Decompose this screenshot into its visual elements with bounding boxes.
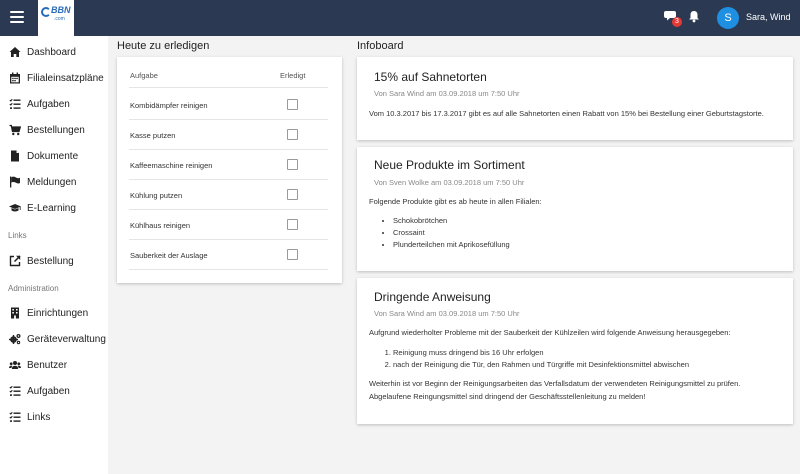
logo-mark	[41, 7, 51, 17]
info-post-title: Dringende Anweisung	[374, 290, 491, 304]
task-done-checkbox[interactable]	[287, 159, 298, 170]
info-post-title: 15% auf Sahnetorten	[374, 70, 487, 84]
sidebar-item-label: Benutzer	[27, 360, 68, 371]
sidebar-item-einrichtungen[interactable]	[0, 303, 108, 325]
sidebar-item-label: Geräteverwaltung	[27, 334, 106, 345]
sidebar-item-aufgaben[interactable]	[0, 94, 108, 116]
user-name[interactable]: Sara, Wind	[746, 12, 791, 22]
task-done-checkbox[interactable]	[287, 189, 298, 200]
logo-text: BBN	[51, 5, 71, 15]
sidebar	[0, 36, 108, 474]
task-done-checkbox[interactable]	[287, 129, 298, 140]
task-row	[129, 120, 328, 150]
document-icon	[9, 150, 21, 162]
sidebar-item-label: Bestellungen	[27, 125, 85, 136]
sidebar-item-filialeinsatzplaene[interactable]	[0, 68, 108, 90]
calendar-icon	[9, 72, 21, 84]
sidebar-item-label: Links	[27, 412, 51, 423]
tasks-divider	[129, 87, 328, 88]
info-post-footer: Abgelaufene Reingungsmittel sind dringend der Geschäftsstellenleitung zu melden!	[369, 392, 646, 401]
sidebar-item-label: Bestellung	[27, 256, 74, 267]
task-label: Kombidämpfer reinigen	[130, 101, 208, 110]
logo[interactable]	[38, 0, 74, 36]
sidebar-item-label: Filialeinsatzpläne	[27, 73, 104, 84]
sidebar-item-label: Aufgaben	[27, 99, 70, 110]
external-link-icon	[9, 255, 21, 267]
task-row	[129, 210, 328, 240]
task-label: Sauberkeit der Auslage	[130, 251, 208, 260]
task-row	[129, 90, 328, 120]
cart-icon	[9, 124, 21, 136]
sidebar-item-dokumente[interactable]	[0, 146, 108, 168]
sidebar-item-label: Einrichtungen	[27, 308, 89, 319]
top-bar	[0, 0, 800, 36]
info-post	[357, 147, 793, 271]
sidebar-item-e-learning[interactable]	[0, 198, 108, 220]
sidebar-item-dashboard[interactable]	[0, 42, 108, 64]
users-icon	[9, 359, 21, 371]
info-post-meta: Von Sara Wind am 03.09.2018 um 7:50 Uhr	[374, 309, 520, 318]
building-icon	[9, 307, 21, 319]
info-post-steps	[383, 347, 689, 371]
info-post-step: 1. Reinigung muss dringend bis 16 Uhr erfolgen	[393, 347, 689, 359]
info-post-text: Folgende Produkte gibt es ab heute in allen Filialen:	[369, 197, 542, 206]
sidebar-section-links: Links	[8, 231, 27, 240]
sidebar-item-label: E-Learning	[27, 203, 76, 214]
tasks-col-done: Erledigt	[280, 71, 306, 80]
avatar[interactable]: S	[717, 7, 739, 29]
tasks-icon	[9, 385, 21, 397]
tasks-card	[117, 57, 342, 283]
info-post-meta: Von Sven Wolke am 03.09.2018 um 7:50 Uhr	[374, 178, 525, 187]
tasks-col-task: Aufgabe	[130, 71, 158, 80]
sidebar-item-meldungen[interactable]	[0, 172, 108, 194]
info-post	[357, 57, 793, 140]
task-label: Kühlhaus reinigen	[130, 221, 191, 230]
menu-icon[interactable]	[10, 11, 24, 23]
cogs-icon	[9, 333, 21, 345]
home-icon	[9, 46, 21, 58]
bell-icon[interactable]	[688, 10, 700, 23]
sidebar-item-geraeteverwaltung[interactable]	[0, 329, 108, 351]
task-label: Kasse putzen	[130, 131, 176, 140]
sidebar-item-links[interactable]	[0, 407, 108, 429]
tasks-title: Heute zu erledigen	[117, 40, 210, 52]
info-post-footer: Weiterhin ist vor Beginn der Reinigungsarbeiten das Verfallsdatum der verwendeten Reinigungsmittel zu prüfen.	[369, 379, 741, 388]
task-row	[129, 240, 328, 270]
sidebar-item-bestellung[interactable]	[0, 251, 108, 273]
flag-icon	[9, 176, 21, 188]
sidebar-item-bestellungen[interactable]	[0, 120, 108, 142]
tasks-icon	[9, 411, 21, 423]
info-post-text: Aufgrund wiederholter Probleme mit der Sauberkeit der Kühlzeilen wird folgende Anweisung herausgegeben:	[369, 328, 731, 337]
infoboard-title: Infoboard	[357, 40, 404, 52]
info-post-bullets	[383, 215, 510, 251]
chat-badge: 3	[672, 17, 682, 27]
task-label: Kühlung putzen	[130, 191, 183, 200]
task-done-checkbox[interactable]	[287, 249, 298, 260]
info-post-meta: Von Sara Wind am 03.09.2018 um 7:50 Uhr	[374, 89, 520, 98]
task-done-checkbox[interactable]	[287, 99, 298, 110]
task-label: Kaffeemaschine reinigen	[130, 161, 213, 170]
sidebar-item-label: Aufgaben	[27, 386, 70, 397]
info-post	[357, 278, 793, 424]
sidebar-section-administration: Administration	[8, 284, 59, 293]
info-post-step: 2. nach der Reinigung die Tür, den Rahmen und Türgriffe mit Desinfektionsmittel abwischen	[393, 359, 689, 371]
info-post-title: Neue Produkte im Sortiment	[374, 158, 525, 172]
sidebar-item-benutzer[interactable]	[0, 355, 108, 377]
graduation-cap-icon	[9, 202, 21, 214]
sidebar-item-label: Meldungen	[27, 177, 77, 188]
tasks-icon	[9, 98, 21, 110]
sidebar-item-label: Dashboard	[27, 47, 76, 58]
info-post-bullet: • Plunderteilchen mit Aprikosefüllung	[393, 239, 510, 251]
info-post-bullet: • Schokobrötchen	[393, 215, 510, 227]
logo-subtext: .com	[54, 16, 65, 22]
task-row	[129, 150, 328, 180]
sidebar-item-label: Dokumente	[27, 151, 79, 162]
sidebar-item-admin-aufgaben[interactable]	[0, 381, 108, 403]
info-post-bullet: • Crossaint	[393, 227, 510, 239]
task-row	[129, 180, 328, 210]
task-done-checkbox[interactable]	[287, 219, 298, 230]
info-post-text: Vom 10.3.2017 bis 17.3.2017 gibt es auf alle Sahnetorten einen Rabatt von 15% bei Bestellung einer Geburtstagstorte.	[369, 109, 764, 118]
